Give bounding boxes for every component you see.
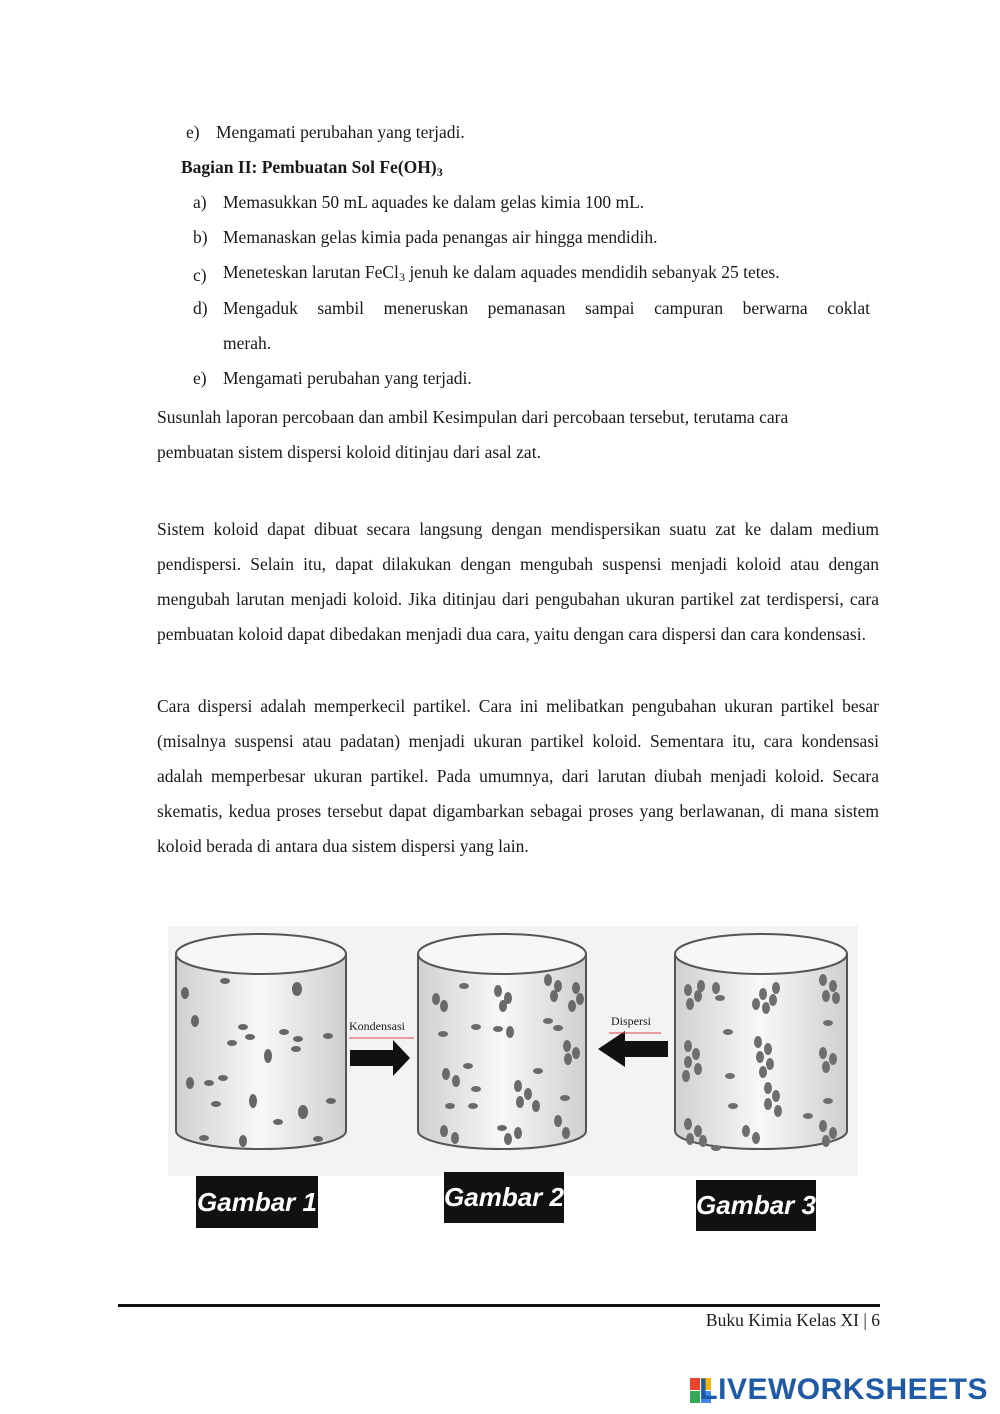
caption-gambar-2: Gambar 2 (444, 1172, 564, 1223)
body-paragraph-2 (157, 689, 879, 864)
colloid-figure (168, 926, 858, 1176)
caption-gambar-3: Gambar 3 (696, 1180, 816, 1231)
liveworksheets-brand: LIVEWORKSHEETS (699, 1373, 988, 1406)
list-item-text (223, 262, 780, 283)
list-item-text-line2: merah. (223, 333, 272, 353)
list-marker: d) (193, 298, 208, 318)
paragraph-text: Cara dispersi adalah memperkecil partikel. Cara ini melibatkan pengubahan ukuran partikel besar (misalnya suspensi atau padatan) menjadi ukuran partikel koloid. Sementara itu, cara kondensasi adalah memperbesar ukuran partikel. Pada umumnya, dari larutan diubah menjadi koloid. Secara skematis, kedua proses tersebut dapat digambarkan sebagai proses yang berlawanan, di mana sistem koloid berada di antara dua sistem dispersi yang lain. (157, 696, 879, 856)
list-item-text: Mengamati perubahan yang terjadi. (223, 368, 472, 388)
list-marker: a) (193, 192, 207, 212)
body-paragraph-1 (157, 512, 879, 652)
list-item-text: Memanaskan gelas kimia pada penangas air hingga mendidih. (223, 227, 658, 247)
list-marker: b) (193, 227, 208, 247)
page-footer: Buku Kimia Kelas XI | 6 (705, 1310, 880, 1330)
figure-illustration (168, 926, 858, 1176)
caption-gambar-1: Gambar 1 (196, 1176, 318, 1228)
arrow-label-dispersi: Dispersi (611, 1014, 651, 1028)
text-part: jenuh ke dalam aquades mendidih sebanyak 25 tetes. (404, 262, 780, 282)
text-subscript: 3 (398, 270, 405, 284)
list-item-text: Mengamati perubahan yang terjadi. (216, 122, 465, 142)
list-marker: e) (193, 368, 207, 388)
instruction-text: Susunlah laporan percobaan dan ambil Kesimpulan dari percobaan tersebut, terutama cara pembuatan sistem dispersi koloid ditinjau dari asal zat. (157, 407, 789, 462)
list-item-text: Memasukkan 50 mL aquades ke dalam gelas kimia 100 mL. (223, 192, 645, 212)
heading-subscript: 3 (436, 165, 443, 179)
list-marker: c) (193, 265, 207, 285)
list-item-text-line1: Mengaduk sambil meneruskan pemanasan sampai campuran berwarna coklat (223, 298, 870, 318)
heading-text: Bagian II: Pembuatan Sol Fe(OH) (181, 157, 437, 177)
list-marker: e) (186, 122, 200, 142)
section-heading (181, 157, 443, 178)
beaker-1 (176, 934, 346, 1149)
arrow-label-kondensasi: Kondensasi (349, 1019, 405, 1033)
paragraph-text: Sistem koloid dapat dibuat secara langsung dengan mendispersikan suatu zat ke dalam medium pendispersi. Selain itu, dapat dilakukan dengan mengubah suspensi menjadi koloid atau dengan mengubah larutan menjadi koloid. Jika ditinjau dari pengubahan ukuran partikel zat terdispersi, cara pembuatan koloid dapat dibedakan menjadi dua cara, yaitu dengan cara dispersi dan cara kondensasi. (157, 519, 879, 644)
text-part: Meneteskan larutan FeCl (223, 262, 399, 282)
footer-divider (118, 1304, 880, 1307)
